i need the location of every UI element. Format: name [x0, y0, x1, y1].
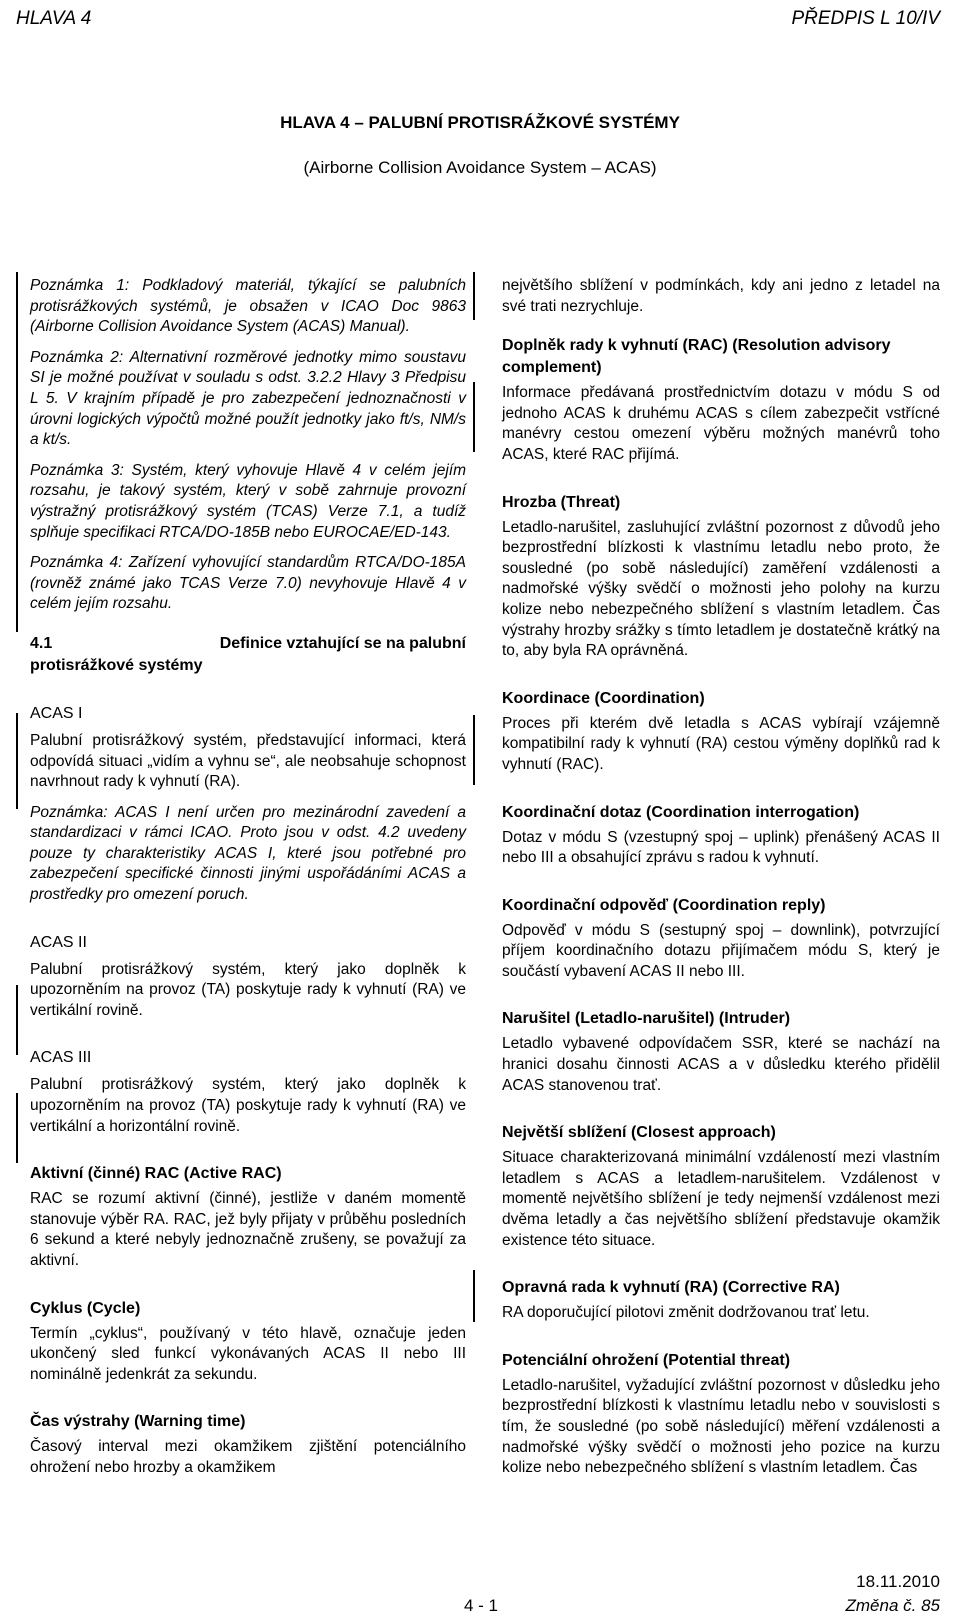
def-coord-reply: Odpověď v módu S (sestupný spoj – downlink), potvrzující příjem koordinačního dotazu přijímačem módu S, který je součástí vybavení ACAS II nebo III. — [502, 921, 940, 980]
term-coord-interrogation: Koordinační dotaz (Coordination interrogation) — [502, 803, 860, 821]
note-4: Poznámka 4: Zařízení vyhovující standardům RTCA/DO-185A (rovněž známé jako TCAS Verze 7.0) nevyhovuje Hlavě 4 v celém jejím rozsahu. — [30, 554, 466, 613]
term-corrective-ra: Opravná rada k vyhnutí (RA) (Corrective RA) — [502, 1279, 840, 1297]
change-bar — [473, 715, 475, 785]
section-number: 4.1 — [30, 634, 53, 652]
change-bar — [16, 272, 18, 632]
def-corrective-ra: RA doporučující pilotovi změnit dodržovanou trať letu. — [502, 1304, 870, 1322]
term-potential-threat: Potenciální ohrožení (Potential threat) — [502, 1351, 791, 1369]
def-intruder: Letadlo vybavené odpovídačem SSR, které se nachází na hranici dosahu činnosti ACAS a v důsledku kterého přidělil ACAS stanovenou trať. — [502, 1035, 940, 1094]
section-title-part: Definice vztahující se na palubní — [219, 634, 466, 652]
term-acas-i: ACAS I — [30, 704, 83, 722]
note-acas-i: Poznámka: ACAS I není určen pro mezinárodní zavedení a standardizaci v rámci ICAO. Proto jsou v odst. 4.2 uvedeny pouze ty charakteristiky ACAS I, které jsou potřebné pro zabezpečení specifické činnosti jinými uspořádáními ACAS a prostředky pro omezení poruch. — [30, 803, 466, 904]
footer-page-number: 4 - 1 — [464, 1596, 499, 1615]
chapter-subtitle: (Airborne Collision Avoidance System – ACAS) — [303, 158, 657, 177]
def-acas-i: Palubní protisrážkový systém, představující informaci, která odpovídá situaci „vidím a vyhnu se“, ale neobsahuje schopnost navrhnout rady k vyhnutí (RA). — [30, 731, 466, 791]
change-bar — [473, 1270, 475, 1322]
change-bar — [473, 272, 475, 320]
def-coordination: Proces při kterém dvě letadla s ACAS vybírají vzájemně kompatibilní rady k vyhnutí (RA) cestou výměny doplňků rad k vyhnutí (RAC). — [502, 714, 940, 773]
def-acas-iii: Palubní protisrážkový systém, který jako doplněk k upozorněním na provoz (TA) poskytuje rady k vyhnutí (RA) ve vertikální a horizontální rovině. — [30, 1076, 466, 1135]
term-active-rac: Aktivní (činné) RAC (Active RAC) — [30, 1165, 282, 1183]
term-coord-reply: Koordinační odpověď (Coordination reply) — [502, 896, 826, 914]
term-cycle: Cyklus (Cycle) — [30, 1299, 141, 1317]
term-rac: Doplněk rady k vyhnutí (RAC) (Resolution advisory complement) — [502, 337, 891, 377]
header-chapter: HLAVA 4 — [16, 8, 92, 29]
def-cycle: Termín „cyklus“, používaný v této hlavě, označuje jeden ukončený sled funkcí vykonávaných ACAS II nebo III nominálně jedenkrát za sekundu. — [30, 1324, 466, 1383]
def-potential-threat: Letadlo-narušitel, vyžadující zvláštní pozornost v důsledku jeho bezprostřední blízkosti k vlastnímu letadlu nebo v souvislosti s tím, že sousledné (po sobě následující) měření vzdálenosti a nadmořské výšky svědčí o možnosti jeho pozice na kurzu kolize nebo nebezpečného sblížení s vlastním letadlem. Čas — [502, 1376, 940, 1477]
footer-date: 18.11.2010 — [856, 1572, 940, 1591]
def-active-rac: RAC se rozumí aktivní (činné), jestliže v daném momentě stanovuje výběr RA. RAC, jež byly přijaty v průběhu posledních 6 sekund a které nebyly jednoznačně zrušeny, se považují za aktivní. — [30, 1190, 466, 1269]
def-threat: Letadlo-narušitel, zasluhující zvláštní pozornost z důvodů jeho bezprostřední blízkosti k vlastnímu letadlu nebo proto, že sousledné (po sobě následující) zaměření vzdálenosti a nadmořské výšky svědčí o možnosti jeho polohy na kurzu kolize nebo nebezpečného sblížení s vlastním letadlem. Čas výstrahy hrozby srážky s tímto letadlem je dostatečně krátký na to, aby byla RA oprávněná. — [502, 518, 940, 660]
def-acas-ii: Palubní protisrážkový systém, který jako doplněk k upozorněním na provoz (TA) poskytuje rady k vyhnutí (RA) ve vertikální rovině. — [30, 960, 466, 1019]
def-closest-approach: Situace charakterizovaná minimální vzdáleností mezi vlastním letadlem s ACAS a letadlem-narušitelem. Vzdálenost v momentě největšího sblížení je tedy nejmenší vzdálenost mezi dvěma letadly a čas největšího sblížení představuje okamžik existence této situace. — [502, 1149, 940, 1249]
def-warning-time: Časový interval mezi okamžikem zjištění potenciálního ohrožení nebo hrozby a okamžikem — [30, 1438, 466, 1476]
section-title-cont: protisrážkové systémy — [30, 656, 203, 674]
change-bar — [16, 985, 18, 1055]
note-3: Poznámka 3: Systém, který vyhovuje Hlavě 4 v celém jejím rozsahu, je takový systém, který v sobě zahrnuje provozní výstražný protisrážkový systém (TCAS) Verze 7.1, a tudíž splňuje specifikaci RTCA/DO-185B nebo EUROCAE/ED-143. — [30, 461, 466, 541]
change-bar — [473, 382, 475, 452]
term-threat: Hrozba (Threat) — [502, 493, 621, 511]
term-acas-ii: ACAS II — [30, 933, 87, 951]
right-column — [502, 276, 940, 1479]
chapter-title: HLAVA 4 – PALUBNÍ PROTISRÁŽKOVÉ SYSTÉMY — [280, 113, 680, 132]
header-regulation: PŘEDPIS L 10/IV — [791, 8, 940, 29]
note-1: Poznámka 1: Podkladový materiál, týkající se palubních protisrážkových systémů, je obsažen v ICAO Doc 9863 (Airborne Collision Avoidance System (ACAS) Manual). — [30, 277, 466, 336]
left-column — [30, 276, 466, 1479]
section-heading — [30, 633, 466, 655]
term-warning-time: Čas výstrahy (Warning time) — [30, 1413, 246, 1431]
footer-amendment: Změna č. 85 — [845, 1596, 940, 1615]
term-coordination: Koordinace (Coordination) — [502, 689, 705, 707]
term-closest-approach: Největší sblížení (Closest approach) — [502, 1124, 776, 1142]
def-coord-interrogation: Dotaz v módu S (vzestupný spoj – uplink) přenášený ACAS II nebo III a obsahující zprávu s radou k vyhnutí. — [502, 828, 940, 867]
def-rac: Informace předávaná prostřednictvím dotazu v módu S od jednoho ACAS k druhému ACAS s cílem zabezpečit vstřícné manévry cestou omezení výběru možných manévrů toho ACAS, které RAC přijímá. — [502, 384, 940, 463]
term-acas-iii: ACAS III — [30, 1049, 92, 1067]
term-intruder: Narušitel (Letadlo-narušitel) (Intruder) — [502, 1010, 791, 1028]
def-warning-time-cont: největšího sblížení v podmínkách, kdy ani jedno z letadel na své trati nezrychluje. — [502, 277, 940, 315]
change-bar — [16, 713, 18, 809]
note-2: Poznámka 2: Alternativní rozměrové jednotky mimo soustavu SI je možné používat v souladu s odst. 3.2.2 Hlavy 3 Předpisu L 5. V krajním případě je pro zabezpečení jednoznačnosti v úrovni logických výpočtů možné použít jednotky jako ft/s, NM/s a kt/s. — [30, 348, 466, 449]
change-bar — [16, 1093, 18, 1163]
